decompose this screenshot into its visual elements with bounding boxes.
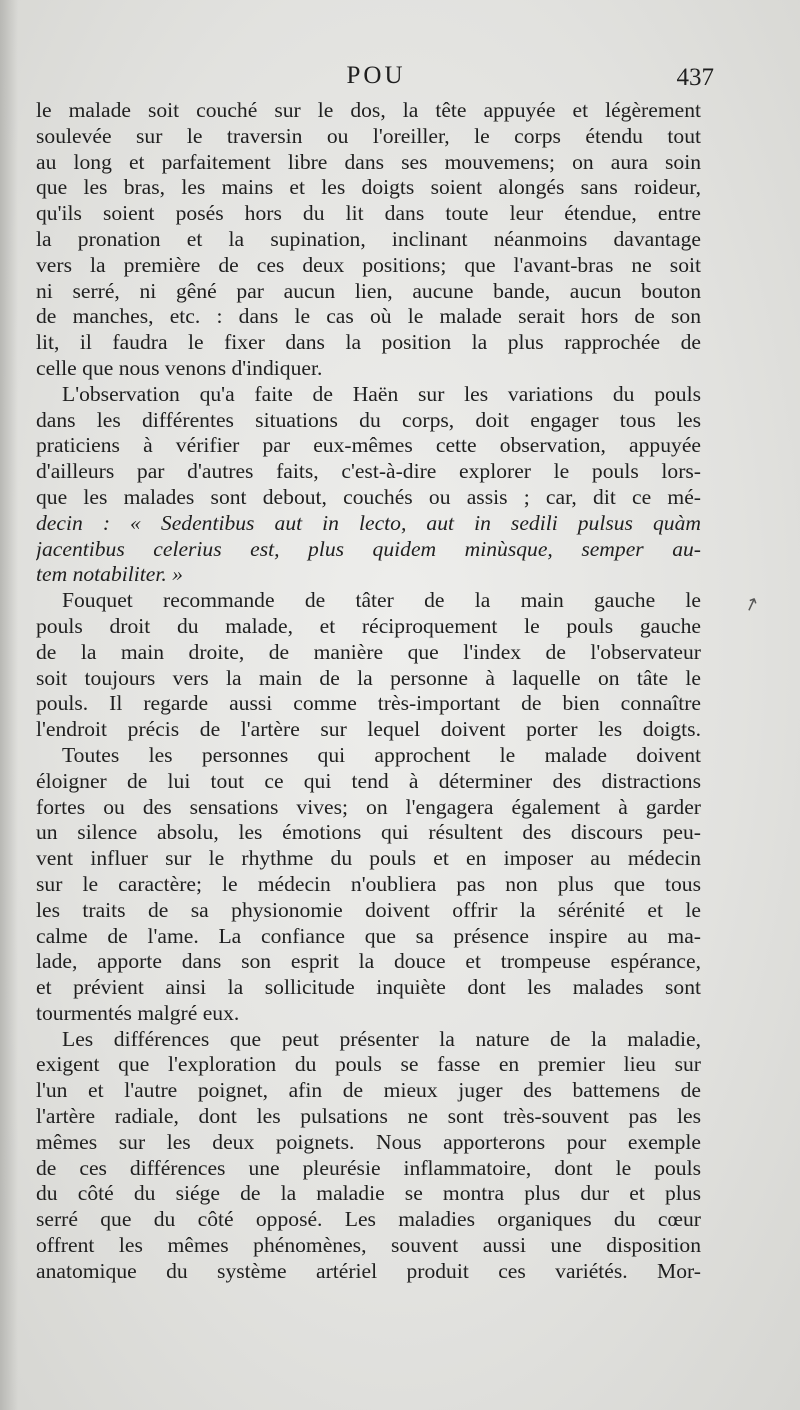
text-line: vent influer sur le rhythme du pouls et en imposer au médecin [36, 846, 701, 871]
text-line: praticiens à vérifier par eux-mêmes cette observation, appuyée [36, 433, 701, 458]
text-line: que les malades sont debout, couchés ou assis ; car, dit ce mé- [36, 484, 701, 509]
text-line: l'artère radiale, dont les pulsations ne sont très-souvent pas les [36, 1104, 701, 1129]
text-line: anatomique du système artériel produit ces variétés. Mor- [36, 1258, 701, 1283]
text-line: ni serré, ni gêné par aucun lien, aucune bande, aucun bouton [36, 278, 701, 303]
page-number: 437 [676, 64, 714, 91]
margin-pencil-mark: ↗ [740, 592, 762, 617]
text-line: éloigner de lui tout ce qui tend à déterminer des distractions [36, 768, 701, 793]
running-head [38, 62, 714, 96]
text-line: de ces différences une pleurésie inflammatoire, dont le pouls [36, 1155, 701, 1180]
text-line: la pronation et la supination, inclinant néanmoins davantage [36, 226, 701, 251]
text-line: serré que du côté opposé. Les maladies organiques du cœur [36, 1207, 701, 1232]
text-line: un silence absolu, les émotions qui résultent des discours peu- [36, 820, 701, 845]
text-line: l'endroit précis de l'artère sur lequel doivent porter les doigts. [36, 717, 701, 742]
text-line: soit toujours vers la main de la personne à laquelle on tâte le [36, 665, 701, 690]
text-line: lade, apporte dans son esprit la douce et trompeuse espérance, [36, 949, 701, 974]
text-line: au long et parfaitement libre dans ses mouvemens; on aura soin [36, 149, 701, 174]
text-line: tem notabiliter. » [36, 562, 183, 587]
text-line: decin : « Sedentibus aut in lecto, aut in sedili pulsus quàm [36, 510, 701, 535]
text-line: du côté du siége de la maladie se montra plus dur et plus [36, 1181, 701, 1206]
text-line: vers la première de ces deux positions; que l'avant-bras ne soit [36, 252, 701, 277]
text-line: Les différences que peut présenter la nature de la maladie, [62, 1026, 701, 1051]
text-line: l'un et l'autre poignet, afin de mieux juger des battemens de [36, 1078, 701, 1103]
text-line: le malade soit couché sur le dos, la tête appuyée et légèrement [36, 98, 701, 122]
running-head-title: POU [346, 62, 406, 89]
text-line: pouls. Il regarde aussi comme très-important de bien connaître [36, 691, 701, 716]
text-line: les traits de sa physionomie doivent offrir la sérénité et le [36, 897, 701, 922]
text-line: celle que nous venons d'indiquer. [36, 355, 323, 380]
text-line: sur le caractère; le médecin n'oubliera pas non plus que tous [36, 871, 701, 896]
text-line: dans les différentes situations du corps, doit engager tous les [36, 407, 701, 432]
text-line: soulevée sur le traversin ou l'oreiller, le corps étendu tout [36, 123, 701, 148]
text-line: et prévient ainsi la sollicitude inquiète dont les malades sont [36, 975, 701, 1000]
text-line: calme de l'ame. La confiance que sa présence inspire au ma- [36, 923, 701, 948]
text-line: Toutes les personnes qui approchent le malade doivent [62, 742, 701, 767]
text-line: de manches, etc. : dans le cas où le malade serait hors de son [36, 304, 701, 329]
text-line: Fouquet recommande de tâter de la main gauche le [62, 588, 701, 613]
text-line: que les bras, les mains et les doigts soient alongés sans roideur, [36, 175, 701, 200]
text-line: qu'ils soient posés hors du lit dans toute leur étendue, entre [36, 201, 701, 226]
text-line: fortes ou des sensations vives; on l'engagera également à garder [36, 794, 701, 819]
text-line: exigent que l'exploration du pouls se fasse en premier lieu sur [36, 1052, 701, 1077]
text-line: jacentibus celerius est, plus quidem minùsque, semper au- [36, 536, 701, 561]
page-gutter-shadow [0, 0, 18, 1410]
text-line: pouls droit du malade, et réciproquement le pouls gauche [36, 613, 701, 638]
text-line: de la main droite, de manière que l'index de l'observateur [36, 639, 701, 664]
text-line: mêmes sur les deux poignets. Nous apporterons pour exemple [36, 1129, 701, 1154]
body-text [36, 98, 701, 1285]
text-line: lit, il faudra le fixer dans la position la plus rapprochée de [36, 330, 701, 355]
text-line: d'ailleurs par d'autres faits, c'est-à-dire explorer le pouls lors- [36, 459, 701, 484]
text-line: tourmentés malgré eux. [36, 1000, 240, 1025]
text-line: offrent les mêmes phénomènes, souvent aussi une disposition [36, 1233, 701, 1258]
text-line: L'observation qu'a faite de Haën sur les variations du pouls [62, 381, 701, 406]
